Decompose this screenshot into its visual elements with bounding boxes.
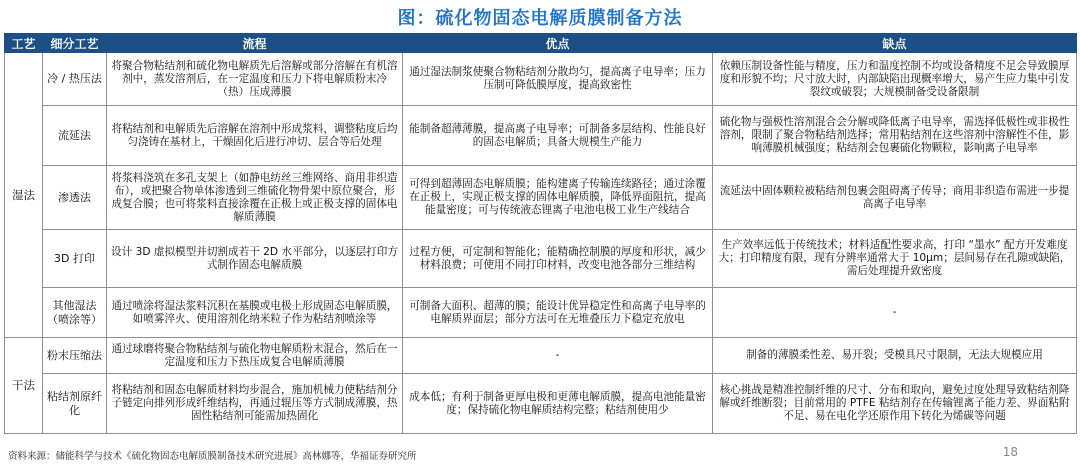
flow-cell: 将粘结剂和电解质先后溶解在溶剂中形成浆料，调整粘度后均匀浇铸在基材上，干燥固化后进行冲切、层合等后处理 [107, 106, 403, 166]
table-row [5, 374, 1077, 434]
group-wet: 湿法 [5, 53, 43, 338]
subprocess-cell: 3D 打印 [43, 230, 107, 288]
table-row [5, 53, 1077, 106]
table-header-row [5, 34, 1077, 53]
page-title: 图：硫化物固态电解质膜制备方法 [397, 8, 683, 29]
header-cons: 缺点 [713, 34, 1077, 53]
table-row [5, 338, 1077, 374]
table-row [5, 288, 1077, 338]
header-subprocess: 细分工艺 [43, 34, 107, 53]
source-note: 资料来源：储能科学与技术《硫化物固态电解质膜制备技术研究进展》高林娜等，华福证券研究所 [8, 451, 417, 462]
flow-cell: 将粘结剂和固态电解质材料均步混合，施加机械力使粘结剂分子链定向排列形成纤维结构，再通过辊压等方式制成薄膜，热固性粘结剂可能需加热固化 [107, 374, 403, 434]
pros-cell: 过程方便，可定制和智能化；能精确控制膜的厚度和形状，减少材料浪费；可使用不同打印材料，改变电池各部分三维结构 [403, 230, 713, 288]
subprocess-cell: 其他湿法（喷涂等） [43, 288, 107, 338]
subprocess-cell: 粉末压缩法 [43, 338, 107, 374]
subprocess-cell: 冷 / 热压法 [43, 53, 107, 106]
subprocess-cell: 粘结剂原纤化 [43, 374, 107, 434]
cons-cell: 生产效率远低于传统技术；材料适配性要求高，打印 “墨水” 配方开发难度大；打印精度有限，现有分辨率通常大于 10μm；层间易存在孔隙或缺陷，需后处理提升致密度 [713, 230, 1077, 288]
pros-cell: 可得到超薄固态电解质膜；能构建离子传输连续路径；通过涂覆在正极上，实现正极支撑的固体电解质膜，降低界面阻抗，提高能量密度；可与传统液态锂离子电池电极工业生产线结合 [403, 166, 713, 230]
subprocess-cell: 渗透法 [43, 166, 107, 230]
pros-cell: 成本低；有利于制备更厚电极和更薄电解质膜，提高电池能量密度；保持硫化物电解质结构完整；粘结剂使用少 [403, 374, 713, 434]
header-pros: 优点 [403, 34, 713, 53]
flow-cell: 将聚合物粘结剂和硫化物电解质先后溶解或部分溶解在有机溶剂中，蒸发溶剂后，在一定温度和压力下将电解质粉末冷（热）压成薄膜 [107, 53, 403, 106]
group-dry: 干法 [5, 338, 43, 434]
cons-cell: 硫化物与强极性溶剂混合会分解或降低离子电导率，需选择低极性或非极性溶剂，限制了聚合物粘结剂选择；常用粘结剂在这些溶剂中溶解性不佳，影响薄膜机械强度；粘结剂会包裹硫化物颗粒，影响离子电导率 [713, 106, 1077, 166]
table-row [5, 106, 1077, 166]
preparation-methods-table [4, 33, 1077, 434]
table-row [5, 230, 1077, 288]
subprocess-cell: 流延法 [43, 106, 107, 166]
flow-cell: 通过喷涂将湿法浆料沉积在基膜或电极上形成固态电解质膜，如喷雾淬火、使用溶剂化纳米粒子作为粘结剂喷涂等 [107, 288, 403, 338]
header-flow: 流程 [107, 34, 403, 53]
flow-cell: 将浆料浇筑在多孔支架上（如静电纺丝三维网络、商用非织造布），或把聚合物单体渗透到三维硫化物骨架中原位聚合，形成复合膜；也可将浆料直接涂覆在正极上或正极支撑的固体电解质薄膜 [107, 166, 403, 230]
page-number: 18 [1002, 445, 1018, 459]
pros-cell: 可制备大面积、超薄的膜；能设计优异稳定性和高离子电导率的电解质界面层；部分方法可在无堆叠压力下稳定充放电 [403, 288, 713, 338]
cons-cell: 制备的薄膜柔性差、易开裂；受模具尺寸限制，无法大规模应用 [713, 338, 1077, 374]
flow-cell: 通过球磨将聚合物粘结剂与硫化物电解质粉末混合，然后在一定温度和压力下热压成复合电解质薄膜 [107, 338, 403, 374]
table-row [5, 166, 1077, 230]
cons-cell: 流延法中固体颗粒被粘结剂包裹会阻碍离子传导；商用非织造布需进一步提高离子电导率 [713, 166, 1077, 230]
pros-cell: - [403, 338, 713, 374]
cons-cell: 核心挑战是精准控制纤维的尺寸、分布和取向，避免过度处理导致粘结剂降解或纤维断裂；目前常用的 PTFE 粘结剂存在传输锂离子能力差、界面粘附不足、易在电化学还原作用下转化为烯碳等问题 [713, 374, 1077, 434]
cons-cell: 依赖压制设备性能与精度，压力和温度控制不均或设备精度不足会导致膜厚度和形貌不均；尺寸放大时，内部缺陷出现概率增大，易产生应力集中引发裂纹或破裂；大规模制备受设备限制 [713, 53, 1077, 106]
cons-cell: - [713, 288, 1077, 338]
pros-cell: 通过湿法制浆使聚合物粘结剂分散均匀，提高离子电导率；压力压制可降低膜厚度，提高致密性 [403, 53, 713, 106]
pros-cell: 能制备超薄薄膜，提高离子电导率；可制备多层结构、性能良好的固态电解质；具备大规模生产能力 [403, 106, 713, 166]
flow-cell: 设计 3D 虚拟模型并切割成若干 2D 水平部分，以逐层打印方式制作固态电解质膜 [107, 230, 403, 288]
header-process: 工艺 [5, 34, 43, 53]
